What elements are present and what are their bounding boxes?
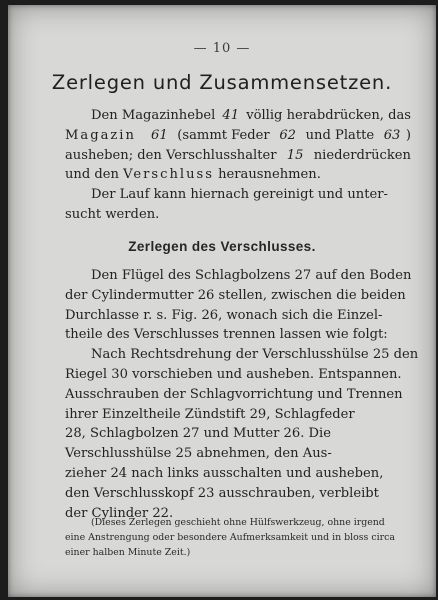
text-line: Ausschrauben der Schlagvorrichtung und Trennen — [65, 386, 403, 402]
text-line — [65, 126, 411, 146]
text-line: der Cylinder 22. — [65, 505, 174, 521]
paragraph-disassembly-intro — [65, 106, 411, 185]
text-run: niederdrücken — [309, 147, 411, 163]
footnote — [65, 515, 411, 560]
spaced-term: Verschluss — [123, 167, 214, 183]
text-run: und Platte — [301, 127, 379, 143]
text-run: herausnehmen. — [213, 167, 321, 183]
text-line: 28, Schlagbolzen 27 und Mutter 26. Die — [65, 426, 331, 442]
part-number: 62 — [279, 127, 296, 143]
paragraph-barrel-cleaning — [65, 185, 411, 225]
text-run: sucht werden. — [65, 206, 160, 222]
text-line: Durchlasse r. s. Fig. 26, wonach sich die Einzel- — [65, 307, 383, 323]
page-title: Zerlegen und Zusammensetzen. — [51, 71, 393, 94]
section-heading: Zerlegen des Verschlusses. — [128, 239, 316, 254]
text-line — [65, 165, 411, 185]
text-run: und den — [65, 167, 124, 183]
text-line: theile des Verschlusses trennen lassen wie folgt: — [65, 327, 388, 343]
note-line: (Dieses Zerlegen geschieht ohne Hülfswerkzeug, ohne irgend — [91, 517, 385, 528]
text-line: Nach Rechtsdrehung der Verschlusshülse 25 den — [91, 347, 419, 363]
part-number: 41 — [222, 108, 240, 123]
text-line — [65, 185, 411, 205]
text-line — [65, 106, 411, 126]
text-line: der Cylindermutter 26 stellen, zwischen die beiden — [65, 287, 406, 303]
text-run: ausheben; den Verschlusshalter — [65, 147, 281, 163]
text-run: Der Lauf kann hiernach gereinigt und unter- — [91, 187, 388, 202]
part-number: 61 — [151, 127, 168, 143]
note-line: einer halben Minute Zeit.) — [65, 547, 191, 558]
text-line — [65, 146, 411, 166]
part-number: 63 — [383, 127, 401, 143]
page-number: — 10 — — [193, 41, 251, 56]
text-run — [141, 126, 145, 146]
part-number: 15 — [286, 147, 304, 163]
paragraph-bolt-disassembly — [65, 266, 419, 523]
text-run: Den Magazinhebel — [91, 108, 220, 123]
text-run: (sammt Feder — [173, 127, 274, 143]
text-run: völlig herabdrücken, das — [242, 108, 411, 123]
text-line: zieher 24 nach links ausschalten und ausheben, — [65, 465, 384, 481]
spaced-term: Magazin — [65, 127, 136, 143]
note-line: eine Anstrengung oder besondere Aufmerksamkeit und in bloss circa — [65, 532, 395, 543]
text-line — [65, 205, 411, 225]
book-page — [8, 5, 436, 597]
text-line: den Verschlusskopf 23 ausschrauben, verbleibt — [65, 485, 379, 501]
text-line: ihrer Einzeltheile Zündstift 29, Schlagfeder — [65, 406, 355, 422]
text-line: Den Flügel des Schlagbolzens 27 auf den Boden — [91, 268, 412, 283]
text-line: Riegel 30 vorschieben und ausheben. Entspannen. — [65, 366, 402, 382]
text-line: Verschlusshülse 25 abnehmen, den Aus- — [65, 446, 332, 462]
text-run: ) — [405, 127, 411, 143]
